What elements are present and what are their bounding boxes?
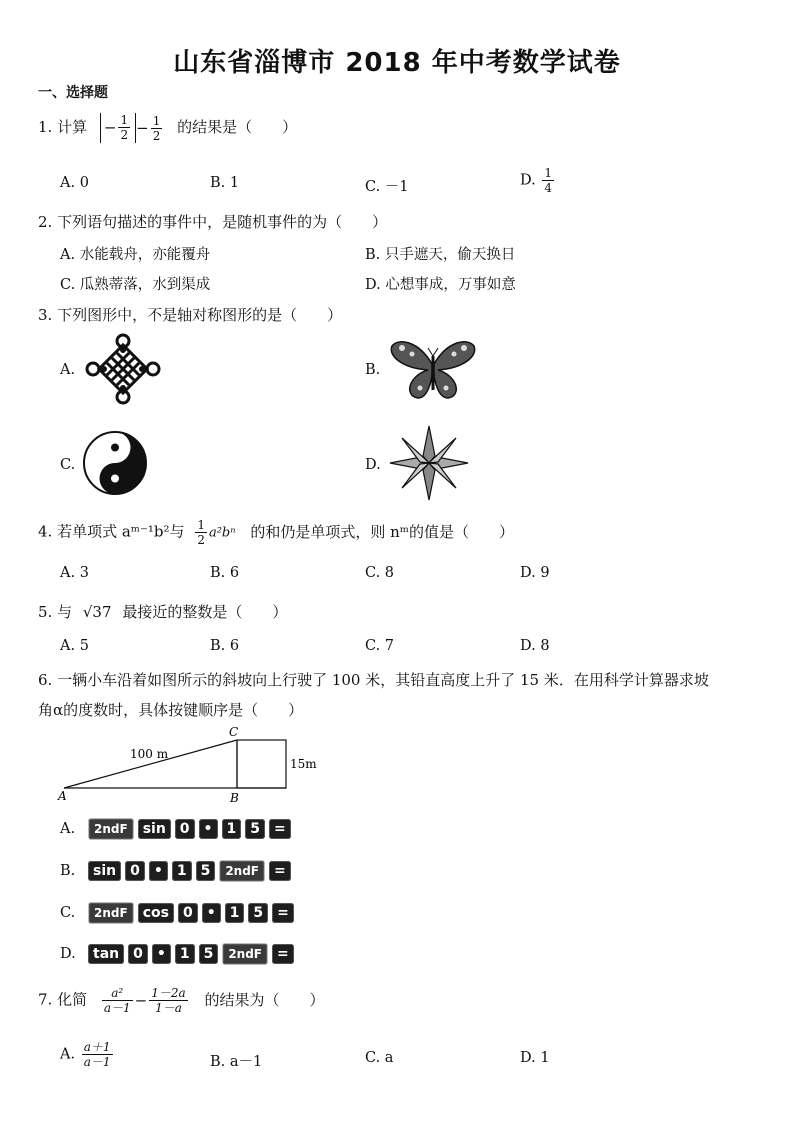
calculator-key: 2ndF	[222, 943, 268, 965]
calculator-key: =	[272, 944, 294, 964]
q6-option-label: C.	[60, 905, 76, 921]
q1-number: 1.	[38, 118, 53, 136]
q5-option-a: A. 5	[60, 638, 89, 654]
q3-label-c: C.	[60, 457, 76, 473]
q6-option-a	[60, 818, 295, 840]
q2-option-a: A. 水能载舟，亦能覆舟	[60, 247, 211, 263]
q4-option-b: B. 6	[210, 565, 240, 581]
calculator-key: 1	[172, 861, 192, 881]
calculator-key: 0	[178, 903, 198, 923]
calculator-key: sin	[138, 819, 171, 839]
question-4: 4. 若单项式 aᵐ⁻¹b²与 $\frac{1}{2}$ a²bⁿ 的和仍是单项式，则 nᵐ的值是（ ）	[38, 518, 514, 547]
point-b-label: B	[230, 791, 239, 805]
calculator-key: =	[272, 903, 294, 923]
calculator-key: •	[152, 944, 171, 964]
question-3: 3. 下列图形中，不是轴对称图形的是（ ）	[38, 306, 343, 324]
calculator-key: tan	[88, 944, 124, 964]
calculator-key: 1	[175, 944, 195, 964]
calculator-key: sin	[88, 861, 121, 881]
calculator-key: 2ndF	[88, 902, 134, 924]
q1-stem: 计算	[57, 118, 88, 136]
q4-option-c: C. 8	[365, 565, 395, 581]
compass-star-icon	[388, 424, 470, 502]
slope-figure	[56, 724, 326, 806]
q4-option-a: A. 3	[60, 565, 89, 581]
height-label: 15m	[290, 757, 317, 771]
q6-option-d	[60, 943, 298, 965]
calculator-key: •	[149, 861, 168, 881]
q2-option-b: B. 只手遮天，偷天换日	[365, 247, 516, 263]
calculator-key: 5	[199, 944, 219, 964]
q5-option-d: D. 8	[520, 638, 550, 654]
calculator-key: cos	[138, 903, 174, 923]
q1-fraction: $\frac{1}{2}$	[152, 113, 161, 143]
q6-option-b	[60, 860, 295, 882]
calculator-key: 2ndF	[88, 818, 134, 840]
calculator-key: 0	[175, 819, 195, 839]
q7-option-c: C. a	[365, 1050, 394, 1066]
point-c-label: C	[229, 725, 239, 739]
q1-absolute-value: − $\frac{1}{2}$	[100, 113, 136, 143]
question-5: 5. 与 √37 最接近的整数是（ ）	[38, 603, 288, 621]
q7-option-b: B. a－1	[210, 1054, 263, 1070]
q4-option-d: D. 9	[520, 565, 550, 581]
question-1: 1. 计算 − $\frac{1}{2}$ − $\frac{1}{2}$ 的结果是（ ）	[38, 113, 298, 143]
q5-option-b: B. 6	[210, 638, 240, 654]
calculator-key: 2ndF	[219, 860, 265, 882]
calculator-key: 5	[248, 903, 268, 923]
q7-option-d: D. 1	[520, 1050, 550, 1066]
calculator-key: =	[269, 861, 291, 881]
q6-option-c	[60, 902, 298, 924]
butterfly-icon	[388, 336, 478, 402]
q5-option-c: C. 7	[365, 638, 395, 654]
calculator-key: •	[202, 903, 221, 923]
calculator-key: 5	[196, 861, 216, 881]
q7-option-a: A. $\frac{a+1}{a-1}$	[60, 1040, 111, 1069]
q2-option-c: C. 瓜熟蒂落，水到渠成	[60, 277, 211, 293]
calculator-key: 1	[222, 819, 242, 839]
q3-label-d: D.	[365, 457, 381, 473]
q1-option-c: C. －1	[365, 179, 409, 195]
chinese-knot-icon	[84, 332, 162, 406]
calculator-key: 0	[128, 944, 148, 964]
q1-option-a: A. 0	[60, 175, 89, 191]
q1-option-d: D. $\frac{1}{4}$	[520, 166, 552, 195]
q3-label-b: B.	[365, 362, 381, 378]
q1-stem-tail: 的结果是（ ）	[177, 118, 298, 136]
calculator-key: 5	[245, 819, 265, 839]
question-6-line2: 角α的度数时，具体按键顺序是（ ）	[38, 701, 304, 719]
point-a-label: A	[58, 789, 67, 803]
calculator-key: •	[199, 819, 218, 839]
yin-yang-icon	[82, 430, 148, 496]
calculator-key: 0	[125, 861, 145, 881]
page-title: 山东省淄博市 2018 年中考数学试卷	[173, 48, 621, 78]
question-7: 7. 化简 $\frac{\text{a²}}{a-1}$ − $\frac{1-2a}{1-a}$ 的结果为（ ）	[38, 986, 325, 1015]
q2-option-d: D. 心想事成，万事如意	[365, 277, 516, 293]
q3-label-a: A.	[60, 362, 76, 378]
hyp-label: 100 m	[130, 747, 169, 761]
question-2: 2. 下列语句描述的事件中，是随机事件的为（ ）	[38, 213, 388, 231]
q6-option-label: D.	[60, 946, 76, 962]
question-6-line1: 6. 一辆小车沿着如图所示的斜坡向上行驶了 100 米，其铅直高度上升了 15 米．在用科学计算器求坡	[38, 671, 709, 689]
q1-option-b: B. 1	[210, 175, 240, 191]
section-heading: 一、选择题	[38, 85, 108, 101]
q6-option-label: B.	[60, 863, 76, 879]
q6-option-label: A.	[60, 821, 76, 837]
calculator-key: =	[269, 819, 291, 839]
calculator-key: 1	[225, 903, 245, 923]
